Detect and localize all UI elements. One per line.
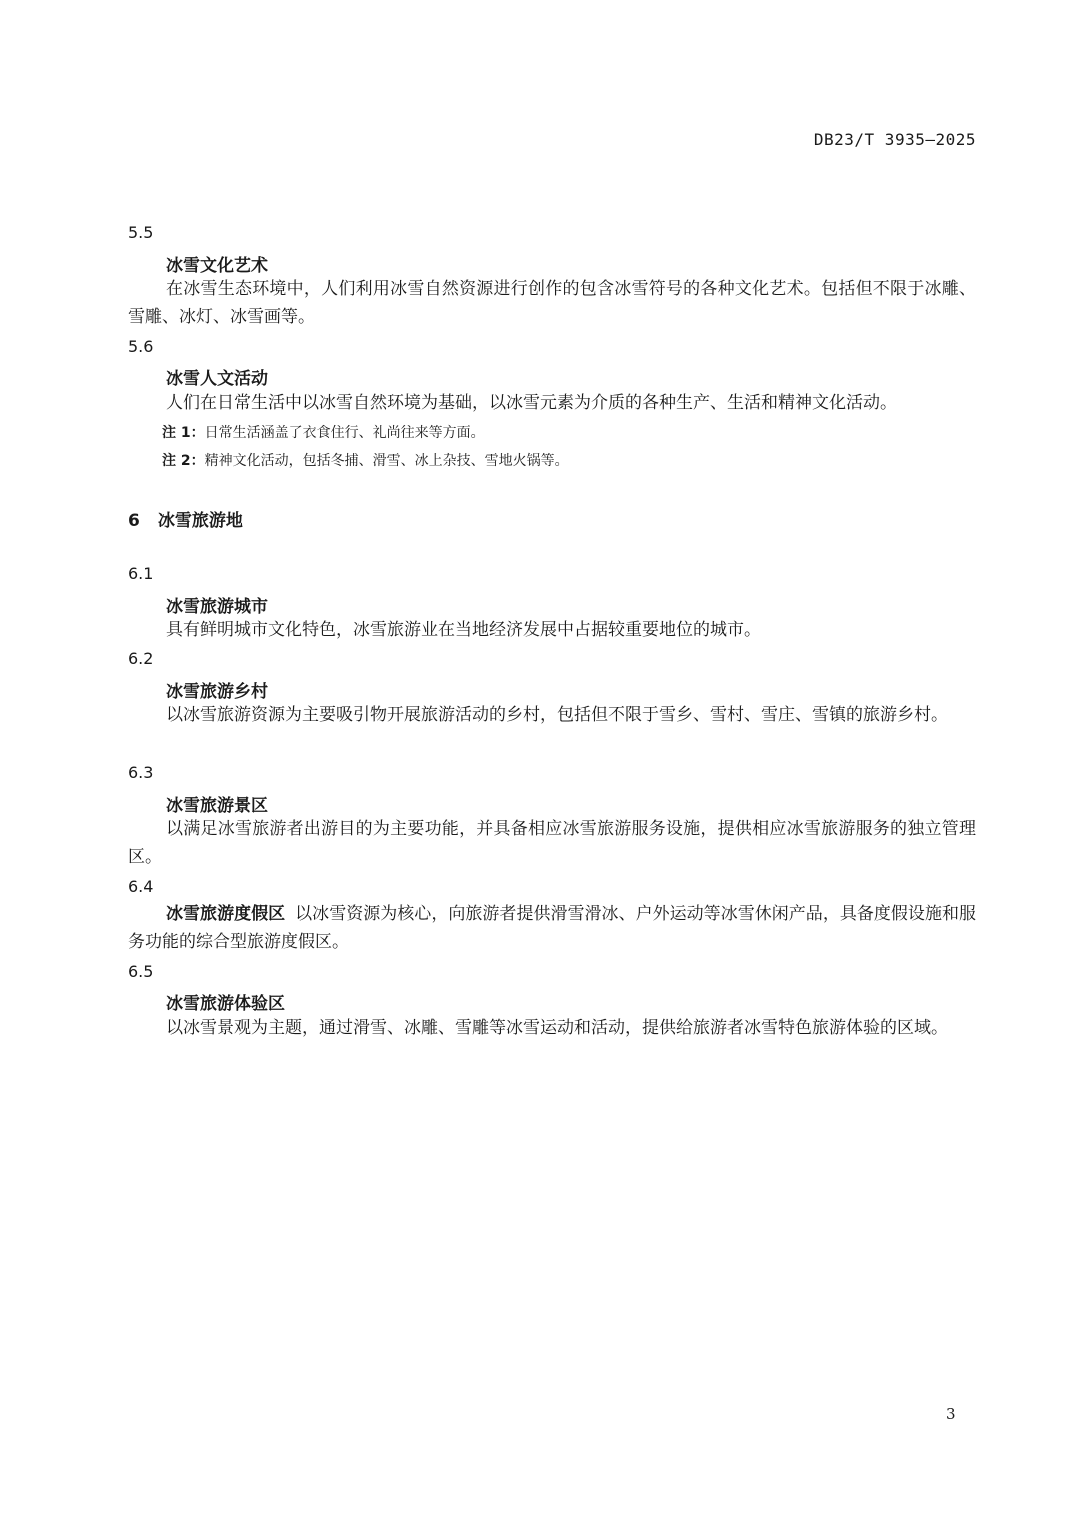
definition-6-1: 具有鲜明城市文化特色，冰雪旅游业在当地经济发展中占据较重要地位的城市。	[166, 620, 761, 640]
definition-6-4	[128, 900, 976, 956]
note-2-label: 注 2：	[162, 453, 205, 469]
note-1	[162, 422, 485, 442]
note-2-text: 精神文化活动，包括冬捕、滑雪、冰上杂技、雪地火锅等。	[204, 453, 569, 469]
term-6-5: 冰雪旅游体验区	[166, 994, 285, 1014]
note-1-label: 注 1：	[162, 425, 205, 441]
definition-6-2: 以冰雪旅游资源为主要吸引物开展旅游活动的乡村，包括但不限于雪乡、雪村、雪庄、雪镇的旅游乡村。	[166, 705, 948, 725]
chapter-number: 6	[128, 511, 140, 531]
chapter-title: 冰雪旅游地	[157, 511, 243, 531]
definition-6-4-text: 以冰雪资源为核心，向旅游者提供滑雪滑冰、户外运动等冰雪休闲产品，具备度假设施和服务功能的综合型旅游度假区。	[128, 904, 977, 952]
definition-5-6: 人们在日常生活中以冰雪自然环境为基础，以冰雪元素为介质的各种生产、生活和精神文化活动。	[166, 393, 897, 413]
note-2	[162, 450, 569, 470]
clause-number-6-3: 6.3	[128, 763, 154, 782]
chapter-heading-6	[128, 506, 243, 531]
term-6-3: 冰雪旅游景区	[166, 796, 268, 816]
clause-number-5-6: 5.6	[128, 337, 154, 356]
term-6-2: 冰雪旅游乡村	[166, 682, 268, 702]
note-1-text: 日常生活涵盖了衣食住行、礼尚往来等方面。	[204, 425, 485, 441]
definition-6-3: 以满足冰雪旅游者出游目的为主要功能，并具备相应冰雪旅游服务设施，提供相应冰雪旅游服务的独立管理区。	[128, 819, 976, 867]
clause-number-6-4: 6.4	[128, 877, 154, 896]
term-6-4: 冰雪旅游度假区	[166, 904, 286, 924]
standard-code: DB23/T 3935—2025	[813, 130, 976, 149]
term-6-1: 冰雪旅游城市	[166, 597, 268, 617]
page-number: 3	[946, 1405, 956, 1423]
clause-number-5-5: 5.5	[128, 223, 154, 242]
clause-number-6-5: 6.5	[128, 962, 154, 981]
definition-6-5: 以冰雪景观为主题，通过滑雪、冰雕、雪雕等冰雪运动和活动，提供给旅游者冰雪特色旅游体验的区域。	[166, 1018, 948, 1038]
definition-5-5: 在冰雪生态环境中，人们利用冰雪自然资源进行创作的包含冰雪符号的各种文化艺术。包括但不限于冰雕、雪雕、冰灯、冰雪画等。	[128, 279, 976, 327]
term-5-5: 冰雪文化艺术	[166, 256, 268, 276]
clause-number-6-1: 6.1	[128, 564, 154, 583]
clause-number-6-2: 6.2	[128, 649, 154, 668]
term-5-6: 冰雪人文活动	[166, 369, 268, 389]
